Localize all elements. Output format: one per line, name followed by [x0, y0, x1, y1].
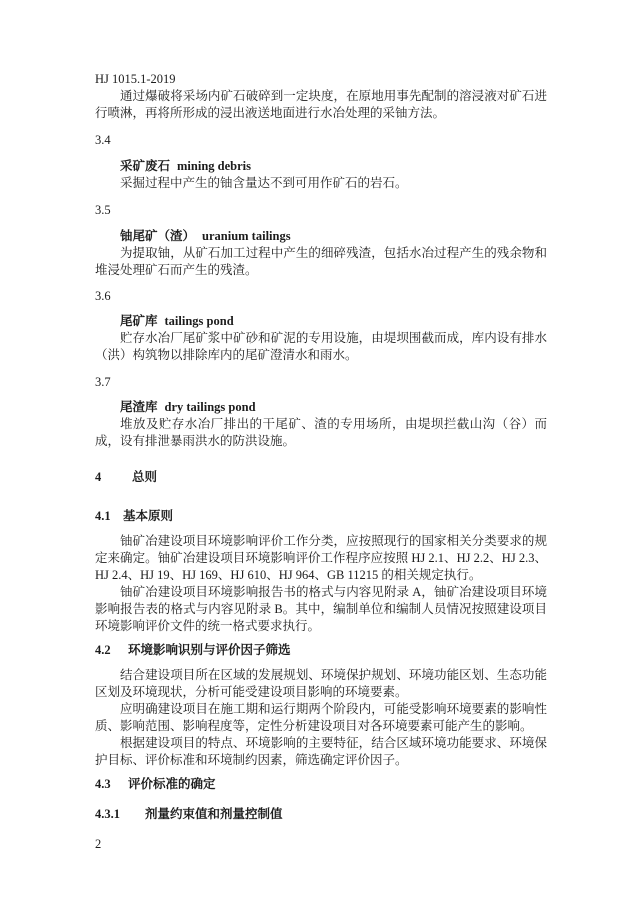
intro-paragraph: 通过爆破将采场内矿石破碎到一定块度，在原地用事先配制的溶浸液对矿石进行喷淋，再将所形成的浸出液送地面进行水冶处理的采铀方法。	[95, 89, 547, 120]
term-definition-3-5: 为提取铀，从矿石加工过程中产生的细碎残渣，包括水冶过程产生的残余物和堆浸处理矿石而产生的残渣。	[95, 246, 547, 277]
section-heading-4-1	[95, 508, 547, 525]
section-title: 基本原则	[123, 509, 174, 523]
paragraph-4-2-1: 结合建设项目所在区域的发展规划、环境保护规划、环境功能区划、生态功能区划及环境现状，分析可能受建设项目影响的环境要素。	[95, 668, 547, 699]
term-definition-3-4: 采掘过程中产生的铀含量达不到可用作矿石的岩石。	[120, 176, 408, 190]
term-heading-3-5	[95, 228, 547, 245]
section-number-3-5: 3.5	[95, 203, 111, 217]
term-en: uranium tailings	[202, 229, 291, 243]
section-number: 4.1	[95, 509, 111, 523]
term-en: dry tailings pond	[164, 400, 256, 414]
term-zh: 尾矿库	[120, 314, 158, 328]
paragraph-4-2-2: 应明确建设项目在施工期和运行期两个阶段内，可能受影响环境要素的影响性质、影响范围、影响程度等，定性分析建设项目对各环境要素可能产生的影响。	[95, 702, 547, 733]
term-heading-3-6	[95, 313, 547, 330]
term-zh: 采矿废石	[120, 159, 171, 173]
section-number: 4.3.1	[95, 807, 120, 821]
section-title: 环境影响识别与评价因子筛选	[128, 643, 291, 657]
section-number-3-6: 3.6	[95, 289, 111, 303]
term-zh: 铀尾矿（渣）	[120, 229, 196, 243]
section-number: 4.3	[95, 777, 111, 791]
doc-header-code: HJ 1015.1-2019	[95, 72, 176, 86]
paragraph-4-1-1: 铀矿冶建设项目环境影响评价工作分类，应按照现行的国家相关分类要求的规定来确定。铀矿冶建设项目环境影响评价工作程序应按照 HJ 2.1、HJ 2.2、HJ 2.3、HJ 2.4、HJ 19、HJ 169、HJ 610、HJ 964、GB 11215 的相关规定执行。	[95, 534, 547, 582]
section-heading-4-2	[95, 642, 547, 659]
section-title: 评价标准的确定	[128, 777, 216, 791]
term-definition-3-7: 堆放及贮存水冶厂排出的干尾矿、渣的专用场所，由堤坝拦截山沟（谷）而成，设有排泄暴雨洪水的防洪设施。	[95, 417, 547, 448]
chapter-title: 总则	[132, 470, 158, 484]
paragraph-4-2-3: 根据建设项目的特点、环境影响的主要特征，结合区域环境功能要求、环境保护目标、评价标准和环境制约因素，筛选确定评价因子。	[95, 736, 547, 767]
chapter-number: 4	[95, 470, 102, 484]
section-title: 剂量约束值和剂量控制值	[145, 807, 283, 821]
paragraph-4-1-2: 铀矿冶建设项目环境影响报告书的格式与内容见附录 A，铀矿冶建设项目环境影响报告表的格式与内容见附录 B。其中，编制单位和编制人员情况按照建设项目环境影响评价文件的统一格式要求执行。	[95, 585, 547, 633]
term-definition-3-6: 贮存水冶厂尾矿浆中矿砂和矿泥的专用设施，由堤坝围截而成，库内设有排水（洪）构筑物以排除库内的尾矿澄清水和雨水。	[95, 331, 547, 362]
chapter-heading-4	[95, 469, 547, 486]
section-heading-4-3-1	[95, 806, 547, 823]
term-en: tailings pond	[164, 314, 234, 328]
term-heading-3-4	[95, 158, 547, 175]
term-en: mining debris	[177, 159, 251, 173]
section-heading-4-3	[95, 776, 547, 793]
term-heading-3-7	[95, 399, 547, 416]
section-number: 4.2	[95, 643, 111, 657]
section-number-3-7: 3.7	[95, 375, 111, 389]
page-number: 2	[95, 837, 102, 851]
term-zh: 尾渣库	[120, 400, 158, 414]
section-number-3-4: 3.4	[95, 133, 111, 147]
